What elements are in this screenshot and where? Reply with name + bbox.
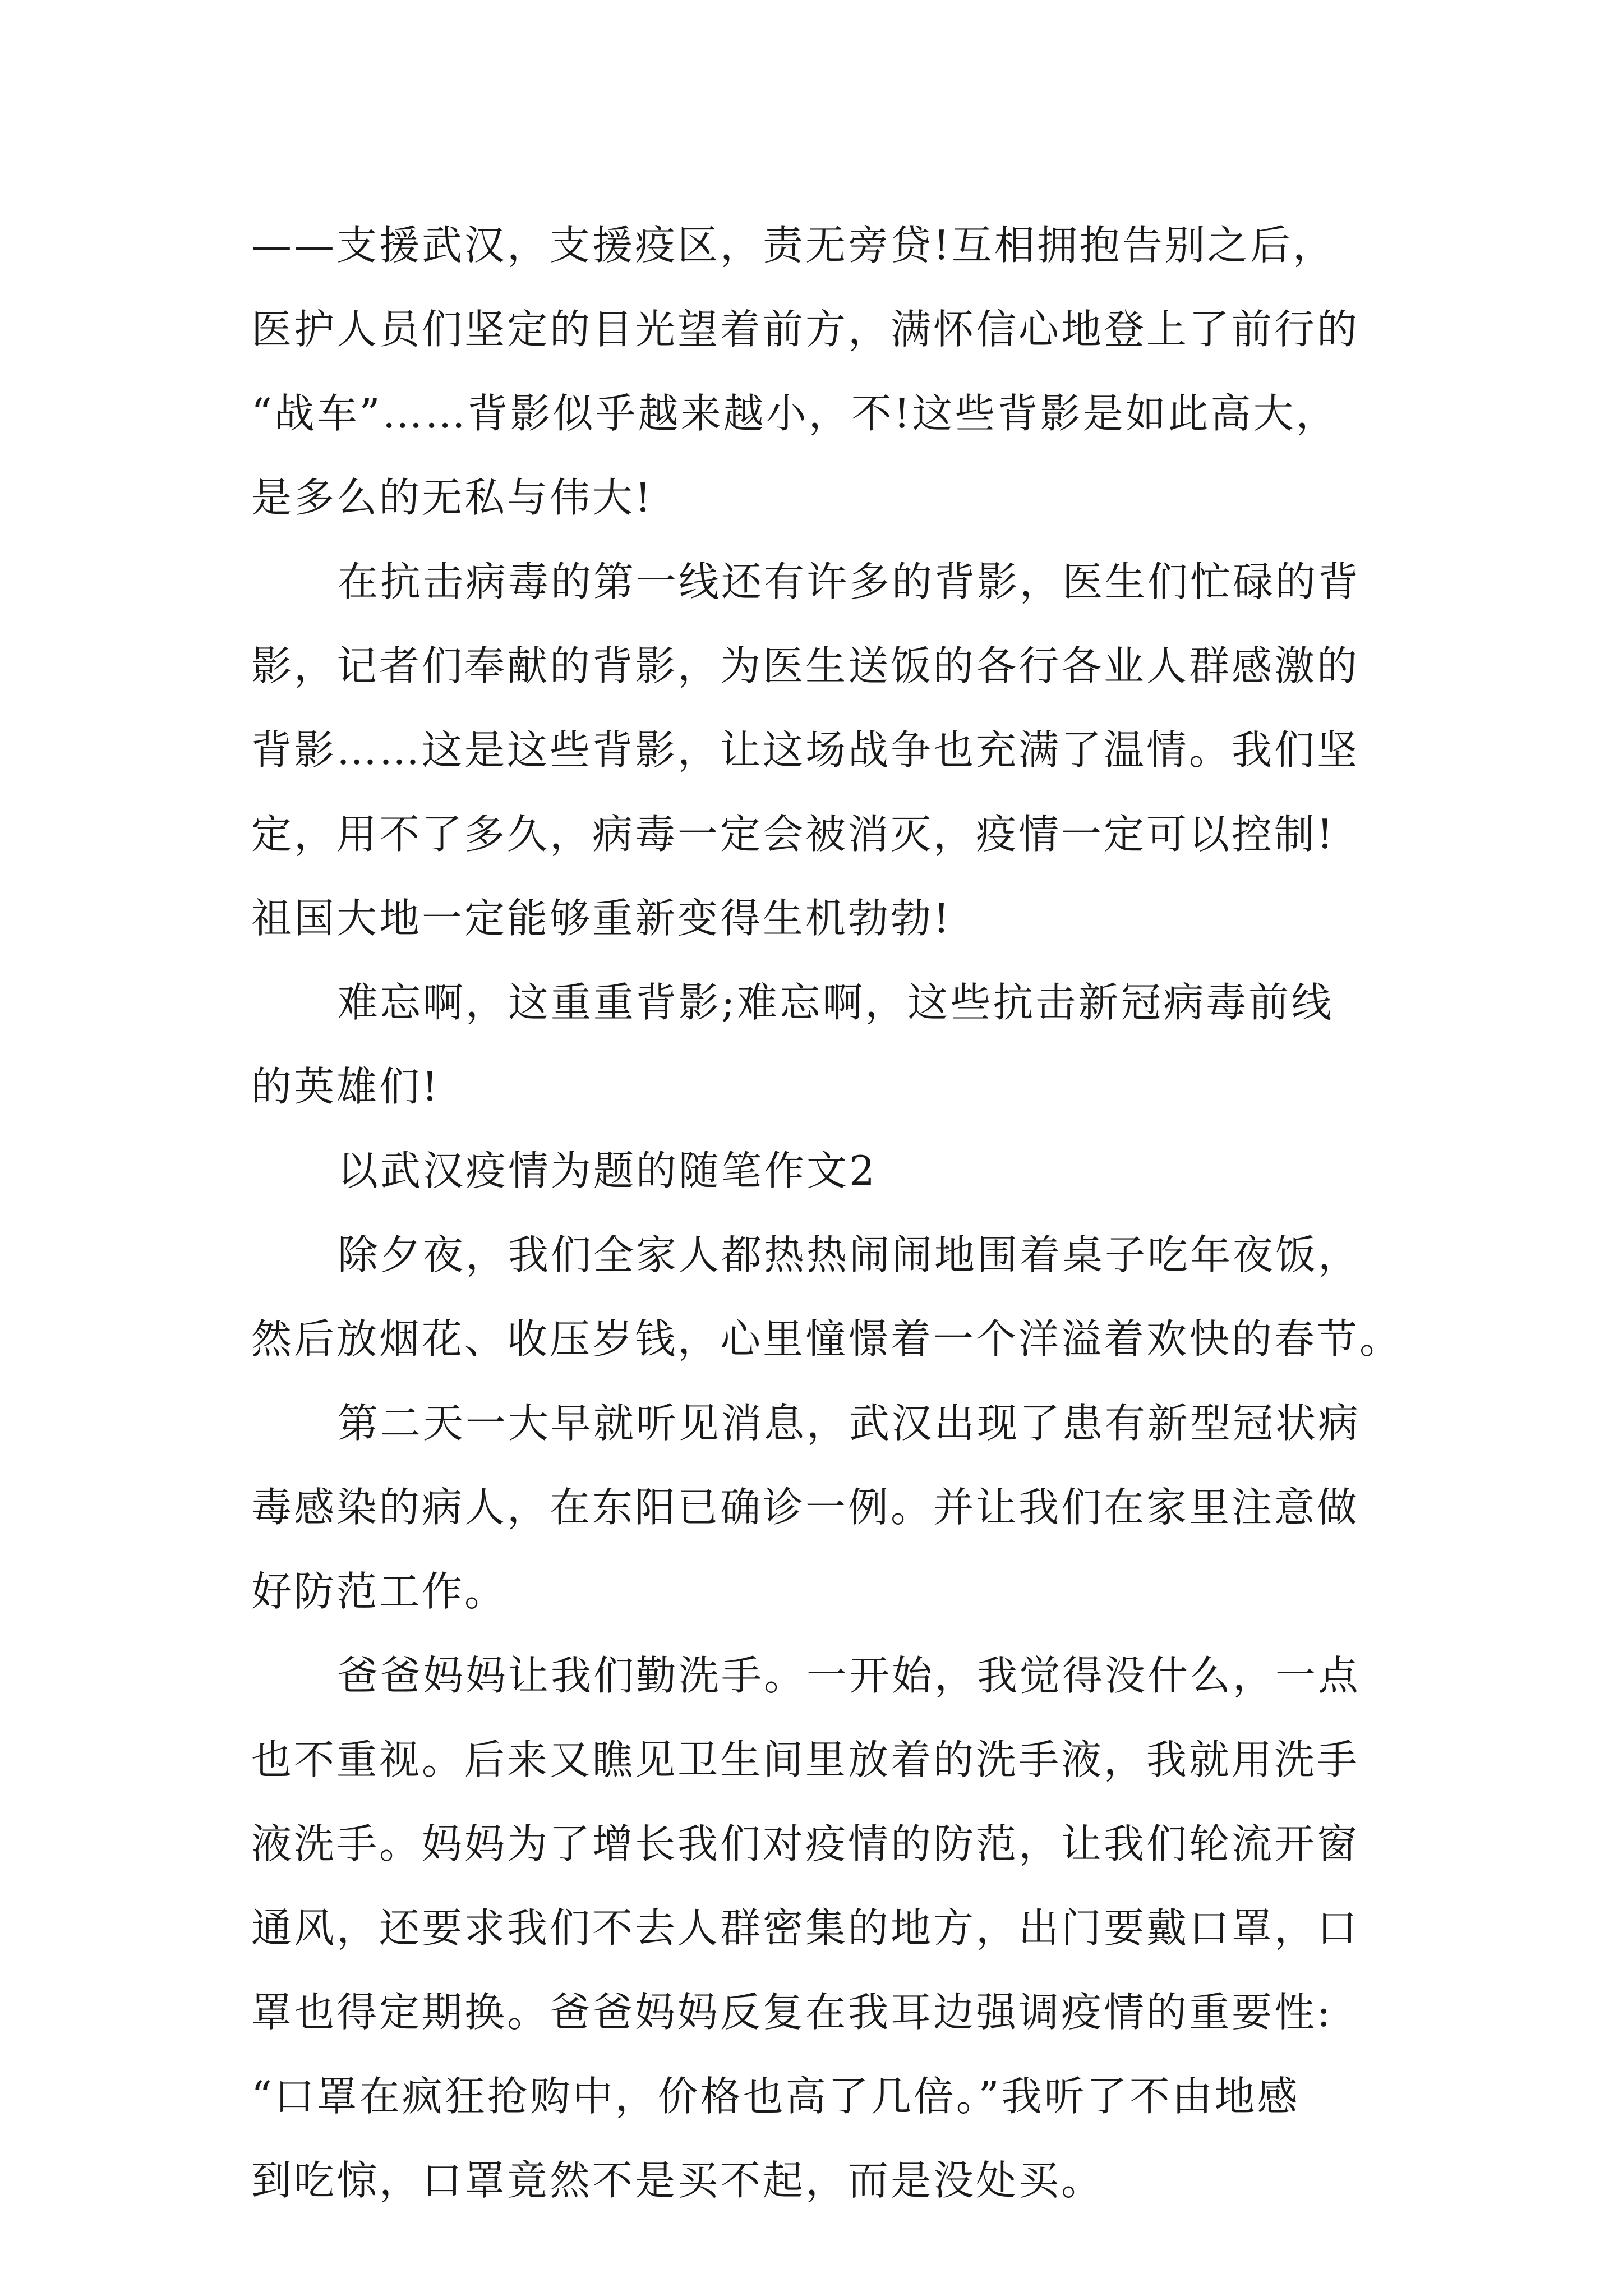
text-line: 通风，还要求我们不去人群密集的地方，出门要戴口罩，口 <box>251 1904 1360 1952</box>
document-body <box>251 203 1403 2223</box>
text-line: “战车”……背影似乎越来越小，不!这些背影是如此高大， <box>251 390 1339 437</box>
text-line: 背影……这是这些背影，让这场战争也充满了温情。我们坚 <box>251 726 1360 774</box>
text-line: “口罩在疯狂抢购中，价格也高了几倍。”我听了不由地感 <box>251 2073 1300 2120</box>
text-line: 影，记者们奉献的背影，为医生送饭的各行各业人群感激的 <box>251 642 1360 689</box>
text-line: 的英雄们! <box>251 1063 440 1110</box>
text-line: 难忘啊，这重重背影;难忘啊，这些抗击新冠病毒前线 <box>338 979 1334 1026</box>
text-line: 也不重视。后来又瞧见卫生间里放着的洗手液，我就用洗手 <box>251 1736 1360 1783</box>
text-line: 是多么的无私与伟大! <box>251 474 653 521</box>
text-line: 液洗手。妈妈为了增长我们对疫情的防范，让我们轮流开窗 <box>251 1820 1360 1867</box>
section-heading: 以武汉疫情为题的随笔作文2 <box>338 1147 877 1194</box>
text-line: ——支援武汉，支援疫区，责无旁贷!互相拥抱告别之后， <box>251 222 1335 269</box>
text-line: 爸爸妈妈让我们勤洗手。一开始，我觉得没什么，一点 <box>338 1652 1361 1699</box>
text-line: 第二天一大早就听见消息，武汉出现了患有新型冠状病 <box>338 1400 1361 1447</box>
text-line: 定，用不了多久，病毒一定会被消灭，疫情一定可以控制! <box>251 811 1335 858</box>
text-line: 在抗击病毒的第一线还有许多的背影，医生们忙碌的背 <box>338 558 1361 605</box>
text-line: 毒感染的病人，在东阳已确诊一例。并让我们在家里注意做 <box>251 1484 1360 1531</box>
text-line: 好防范工作。 <box>251 1568 508 1615</box>
text-line: 除夕夜，我们全家人都热热闹闹地围着桌子吃年夜饭， <box>338 1231 1361 1278</box>
text-line: 到吃惊，口罩竟然不是买不起，而是没处买。 <box>251 2157 1104 2204</box>
text-line: 罩也得定期换。爸爸妈妈反复在我耳边强调疫情的重要性: <box>251 1989 1333 2036</box>
text-line: 然后放烟花、收压岁钱，心里憧憬着一个洋溢着欢快的春节。 <box>251 1315 1403 1363</box>
text-line: 医护人员们坚定的目光望着前方，满怀信心地登上了前行的 <box>251 306 1360 353</box>
text-line: 祖国大地一定能够重新变得生机勃勃! <box>251 895 952 942</box>
